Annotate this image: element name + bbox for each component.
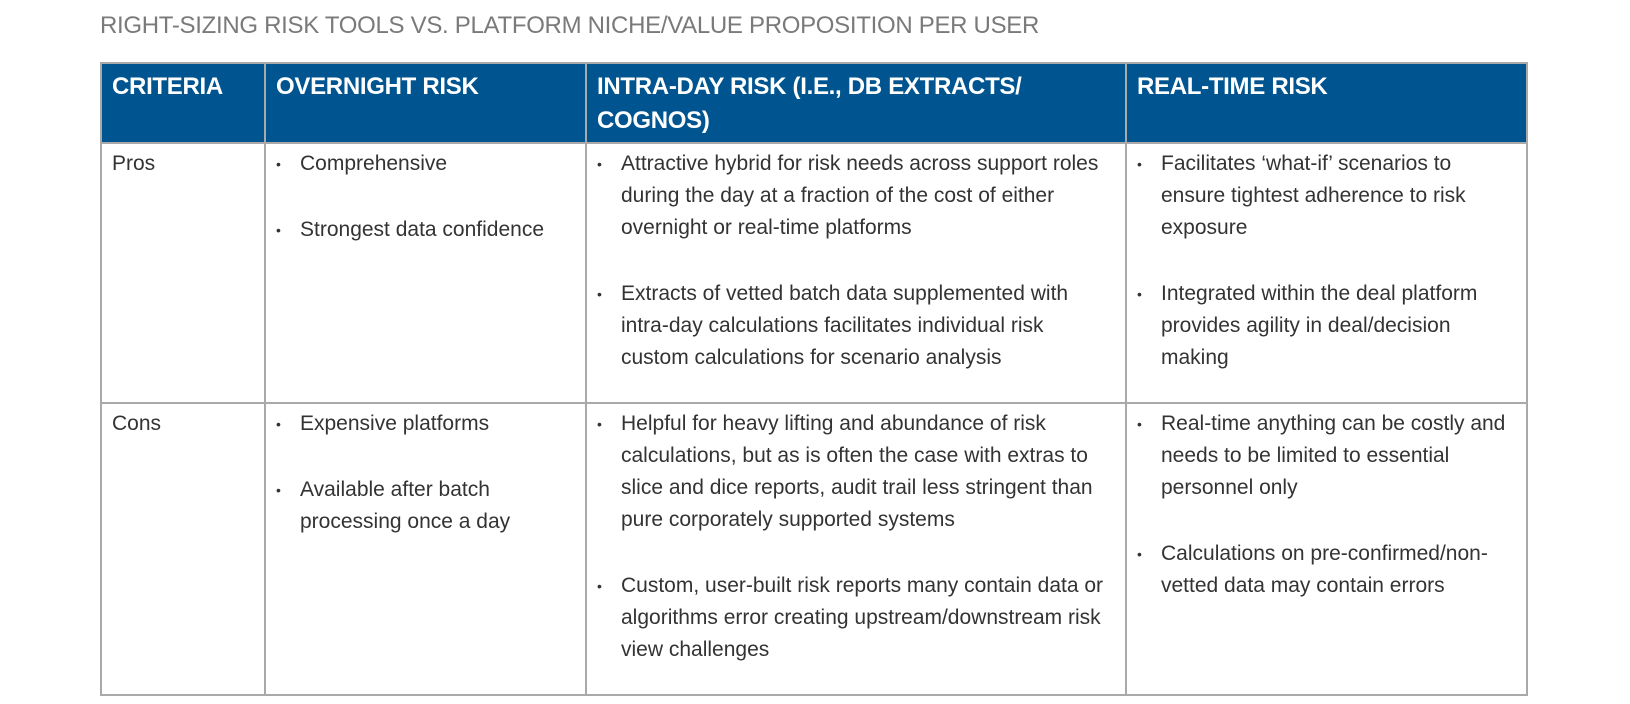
- list-item: • Available after batch processing once a day: [276, 474, 577, 538]
- list-item: • Comprehensive: [276, 148, 577, 180]
- bullet-list: [276, 408, 577, 538]
- list-item: • Strongest data confidence: [276, 214, 577, 246]
- header-overnight-risk: OVERNIGHT RISK: [265, 63, 586, 143]
- intraday-cell: [586, 143, 1126, 403]
- intraday-cell: [586, 403, 1126, 695]
- list-item: • Extracts of vetted batch data supplemented with intra-day calculations facilitates individual risk custom calculations for scenario analysis: [597, 278, 1117, 374]
- bullet-list: [1137, 408, 1518, 602]
- bullet-list: [1137, 148, 1518, 374]
- header-criteria: CRITERIA: [101, 63, 265, 143]
- bullet-list: [276, 148, 577, 246]
- header-realtime-risk: REAL-TIME RISK: [1126, 63, 1527, 143]
- list-item: • Real-time anything can be costly and needs to be limited to essential personnel only: [1137, 408, 1518, 504]
- overnight-cell: [265, 403, 586, 695]
- bullet-list: [597, 408, 1117, 666]
- table-row-cons: [101, 403, 1527, 695]
- list-item: • Facilitates ‘what-if’ scenarios to ensure tightest adherence to risk exposure: [1137, 148, 1518, 244]
- header-intraday-risk: INTRA-DAY RISK (I.E., DB EXTRACTS/ COGNOS): [586, 63, 1126, 143]
- list-item: • Attractive hybrid for risk needs across support roles during the day at a fraction of the cost of either overnight or real-time platforms: [597, 148, 1117, 244]
- header-row: [101, 63, 1527, 143]
- realtime-cell: [1126, 403, 1527, 695]
- list-item: • Expensive platforms: [276, 408, 577, 440]
- overnight-cell: [265, 143, 586, 403]
- list-item: • Calculations on pre-confirmed/non-vetted data may contain errors: [1137, 538, 1518, 602]
- criteria-cell: Pros: [101, 143, 265, 403]
- criteria-cell: Cons: [101, 403, 265, 695]
- realtime-cell: [1126, 143, 1527, 403]
- table-row-pros: [101, 143, 1527, 403]
- list-item: • Custom, user-built risk reports many contain data or algorithms error creating upstream/downstream risk view challenges: [597, 570, 1117, 666]
- list-item: • Integrated within the deal platform provides agility in deal/decision making: [1137, 278, 1518, 374]
- page-title: RIGHT-SIZING RISK TOOLS VS. PLATFORM NICHE/VALUE PROPOSITION PER USER: [100, 12, 1040, 39]
- list-item: • Helpful for heavy lifting and abundance of risk calculations, but as is often the case with extras to slice and dice reports, audit trail less stringent than pure corporately supported systems: [597, 408, 1117, 536]
- comparison-table: [100, 62, 1528, 696]
- bullet-list: [597, 148, 1117, 374]
